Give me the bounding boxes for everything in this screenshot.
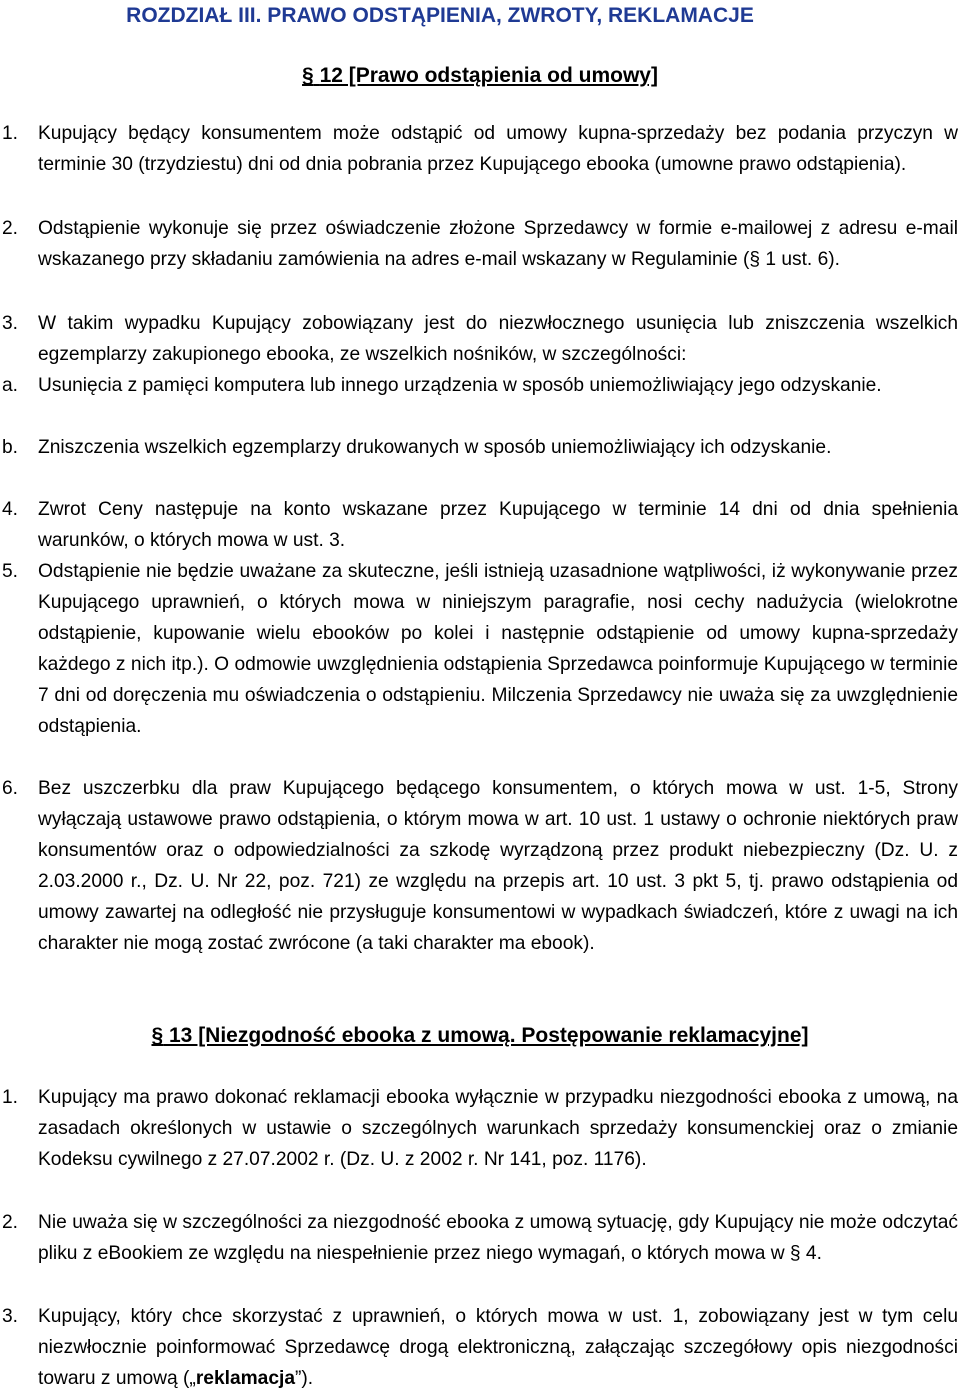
s13-item-2: 2. Nie uważa się w szczególności za niezgodność ebooka z umową sytuację, gdy Kupujący nie może odczytać pliku z eBookiem ze względu na niespełnienie przez niego wymagań, o których mowa w § 4. bbox=[2, 1212, 958, 1264]
s13-item-3: 3. Kupujący, który chce skorzystać z uprawnień, o których mowa w ust. 1, zobowiązany jest w tym celu niezwłocznie poinformować Sprzedawcę drogą elektroniczną, załączając szczegółowy opis niezgodności towaru z umową („reklamacja”). bbox=[2, 1306, 958, 1389]
s12-item-6: 6. Bez uszczerbku dla praw Kupującego będącego konsumentem, o których mowa w ust. 1-5, Strony wyłączają ustawowe prawo odstąpienia, o którym mowa w art. 10 ust. 1 ustawy o ochronie niektórych praw konsumentów oraz o odpowiedzialności za szkodę wyrządzoną przez produkt niebezpieczny (Dz. U. z 2.03.2000 r., Dz. U. Nr 22, poz. 721) ze względu na przepis art. 10 ust. 3 pkt 5, tj. prawo odstąpienia od umowy zawartej na odległość nie przysługuje konsumentowi w wypadkach świadczeń, które z uwagi na ich charakter nie mogą zostać zwrócone (a taki charakter ma ebook). bbox=[2, 778, 958, 954]
s12-item-5: 5. Odstąpienie nie będzie uważane za skuteczne, jeśli istnieją uzasadnione wątpliwości, iż wykonywanie przez Kupującego uprawnień, o których mowa w niniejszym paragrafie, nosi cechy nadużycia (wielokrotne odstąpienie, kupowanie wielu ebooków po kolei i następnie odstąpienie od umowy kupna-sprzedaży każdego z nich itp.). O odmowie uwzględnienia odstąpienia Sprzedawca poinformuje Kupującego w terminie 7 dni od doręczenia mu oświadczenia o odstąpieniu. Milczenia Sprzedawcy nie uważa się za uwzględnienie odstąpienia. bbox=[2, 561, 958, 737]
chapter-title: ROZDZIAŁ III. PRAWO ODSTĄPIENIA, ZWROTY, REKLAMACJE bbox=[126, 4, 754, 27]
s12-item-1: 1. Kupujący będący konsumentem może odstąpić od umowy kupna-sprzedaży bez podania przyczyn w terminie 30 (trzydziestu) dni od dnia pobrania przez Kupującego ebooka (umowne prawo odstąpienia). bbox=[2, 123, 958, 175]
section-12-heading bbox=[0, 64, 960, 88]
s12-item-3a: a. Usunięcia z pamięci komputera lub innego urządzenia w sposób uniemożliwiający jego odzyskanie. bbox=[2, 375, 882, 396]
section-sign: § 12 [Prawo odstąpienia od umowy] bbox=[302, 64, 658, 87]
reklamacja-term: reklamacja bbox=[195, 1368, 296, 1389]
s12-item-3b: b. Zniszczenia wszelkich egzemplarzy drukowanych w sposób uniemożliwiający ich odzyskanie. bbox=[2, 437, 832, 458]
section-13-heading: § 13 [Niezgodność ebooka z umową. Postępowanie reklamacyjne] bbox=[151, 1024, 809, 1047]
s12-item-2: 2. Odstąpienie wykonuje się przez oświadczenie złożone Sprzedawcy w formie e-mailowej z adresu e-mail wskazanego przy składaniu zamówienia na adres e-mail wskazany w Regulaminie (§ 1 ust. 6). bbox=[2, 218, 958, 270]
s12-item-3: 3. W takim wypadku Kupujący zobowiązany jest do niezwłocznego usunięcia lub zniszczenia wszelkich egzemplarzy zakupionego ebooka, ze wszelkich nośników, w szczególności: bbox=[2, 313, 958, 365]
s13-item-1: 1. Kupujący ma prawo dokonać reklamacji ebooka wyłącznie w przypadku niezgodności ebooka z umową, na zasadach określonych w ustawie o szczególnych warunkach sprzedaży konsumenckiej oraz o zmianie Kodeksu cywilnego z 27.07.2002 r. (Dz. U. z 2002 r. Nr 141, poz. 1176). bbox=[2, 1087, 958, 1170]
s12-item-4: 4. Zwrot Ceny następuje na konto wskazane przez Kupującego w terminie 14 dni od dnia spełnienia warunków, o których mowa w ust. 3. bbox=[2, 499, 958, 551]
